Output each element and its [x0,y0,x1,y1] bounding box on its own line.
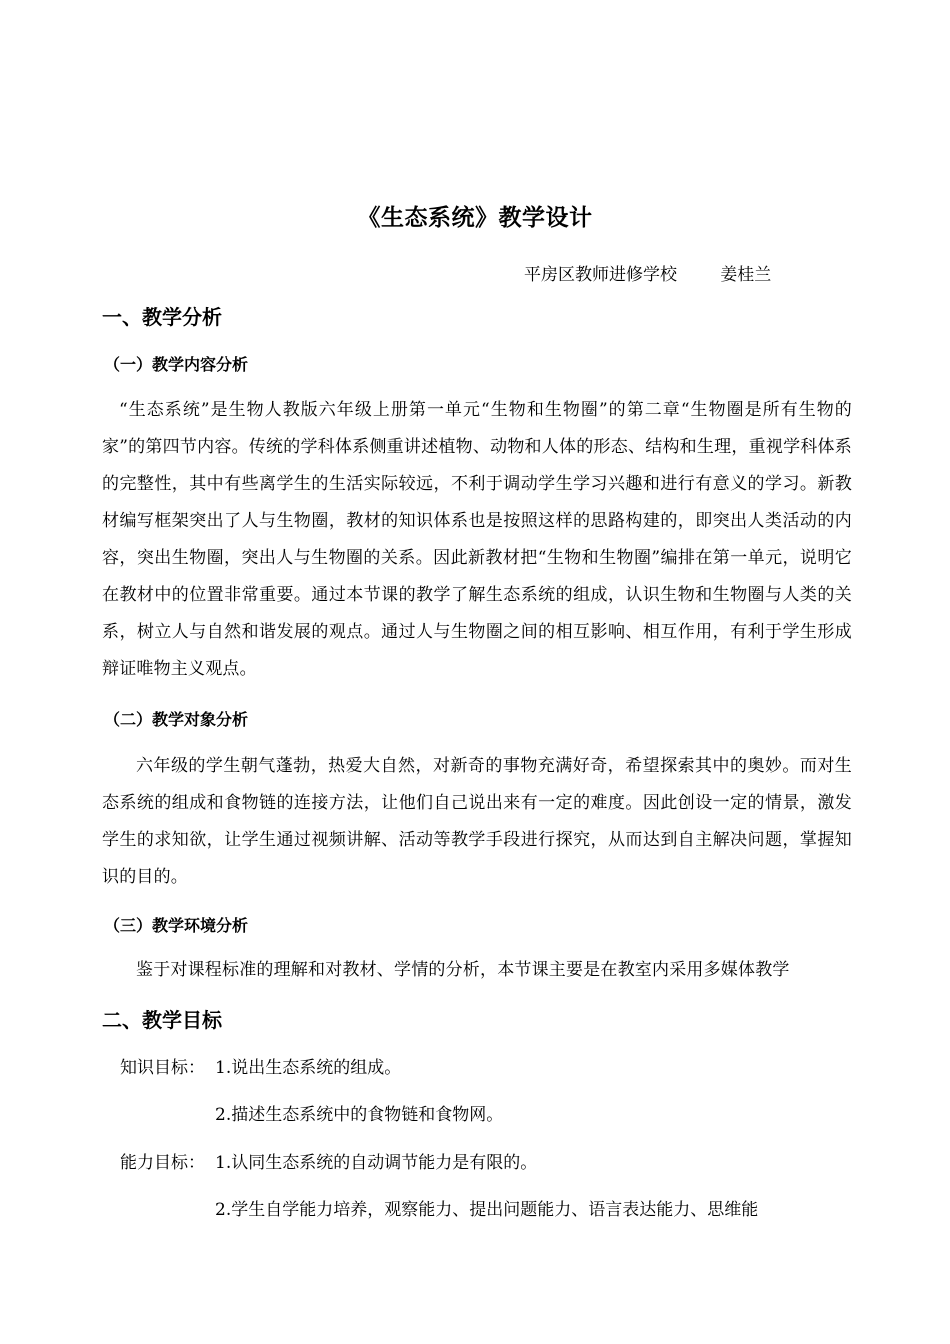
subsection-heading-environment-analysis: （三）教学环境分析 [104,916,249,935]
ability-goal-item: 2.学生自学能力培养，观察能力、提出问题能力、语言表达能力、思维能 [215,1200,759,1220]
paragraph-environment-analysis: 鉴于对课程标准的理解和对教材、学情的分析，本节课主要是在教室内采用多媒体教学 [136,960,790,980]
author-name: 姜桂兰 [720,265,772,285]
knowledge-goal-item: 1.说出生态系统的组成。 [215,1058,402,1078]
section-heading-teaching-analysis: 一、教学分析 [102,305,222,329]
document-title: 《生态系统》教学设计 [357,205,593,231]
subsection-heading-audience-analysis: （二）教学对象分析 [104,710,249,729]
paragraph-audience-analysis: 六年级的学生朝气蓬勃，热爱大自然，对新奇的事物充满好奇，希望探索其中的奥妙。而对生态系统的组成和食物链的连接方法，让他们自己说出来有一定的难度。因此创设一定的情景，激发学生的求知欲，让学生通过视频讲解、活动等教学手段进行探究，从而达到自主解决问题，掌握知识的目的。 [102,756,852,887]
author-school: 平房区教师进修学校 [524,265,677,285]
knowledge-goal-label: 知识目标： [120,1058,205,1078]
subsection-heading-content-analysis: （一）教学内容分析 [104,355,249,374]
paragraph-content-analysis: “生态系统”是生物人教版六年级上册第一单元“生物和生物圈”的第二章“生物圈是所有生物的家”的第四节内容。传统的学科体系侧重讲述植物、动物和人体的形态、结构和生理，重视学科体系的完整性，其中有些离学生的生活实际较远，不利于调动学生学习兴趣和进行有意义的学习。新教材编写框架突出了人与生物圈，教材的知识体系也是按照这样的思路构建的，即突出人类活动的内容，突出生物圈，突出人与生物圈的关系。因此新教材把“生物和生物圈”编排在第一单元，说明它在教材中的位置非常重要。通过本节课的教学了解生态系统的组成，认识生物和生物圈与人类的关系，树立人与自然和谐发展的观点。通过人与生物圈之间的相互影响、相互作用，有利于学生形成辩证唯物主义观点。 [102,400,852,679]
knowledge-goal-item: 2.描述生态系统中的食物链和食物网。 [215,1105,504,1125]
section-heading-teaching-goals: 二、教学目标 [102,1008,222,1032]
author-line [524,262,771,288]
ability-goal-item: 1.认同生态系统的自动调节能力是有限的。 [215,1153,538,1173]
ability-goal-label: 能力目标： [120,1153,205,1173]
